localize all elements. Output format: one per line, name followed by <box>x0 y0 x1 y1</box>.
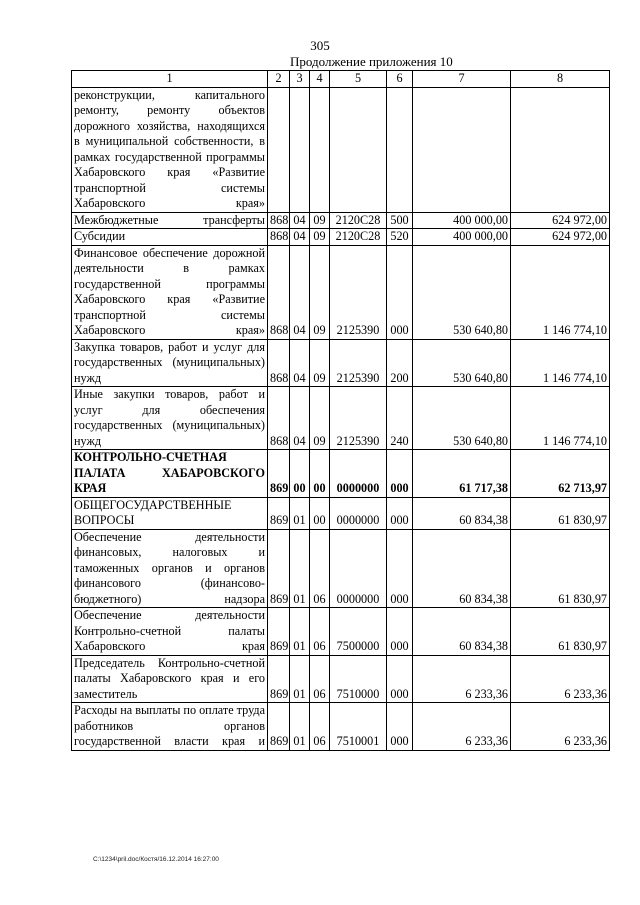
header-cell: 4 <box>310 71 330 88</box>
row-c7-cell: 530 640,80 <box>413 339 511 387</box>
row-c6-cell: 500 <box>387 212 413 229</box>
row-description: Обеспечение деятельности Контрольно-счетной палаты Хабаровского края <box>72 608 268 656</box>
row-c2-cell: 868 <box>268 245 290 339</box>
table-row <box>72 655 610 703</box>
row-c5-cell: 2120С28 <box>330 229 387 246</box>
row-c8-cell: 6 233,36 <box>511 703 610 751</box>
table-row <box>72 212 610 229</box>
row-c4-cell: 09 <box>310 245 330 339</box>
row-c7-cell: 400 000,00 <box>413 229 511 246</box>
row-c2-cell: 868 <box>268 212 290 229</box>
row-c3-cell: 00 <box>290 450 310 498</box>
row-c7-cell: 6 233,36 <box>413 655 511 703</box>
header-cell: 6 <box>387 71 413 88</box>
row-description: Закупка товаров, работ и услуг для государственных (муниципальных) нужд <box>72 339 268 387</box>
row-c5-cell: 7510000 <box>330 655 387 703</box>
row-c2-cell: 869 <box>268 703 290 751</box>
row-description: Межбюджетные трансферты <box>72 212 268 229</box>
row-c4-cell: 06 <box>310 608 330 656</box>
row-c2-cell: 868 <box>268 229 290 246</box>
row-c2-cell <box>268 87 290 212</box>
row-c4-cell: 06 <box>310 703 330 751</box>
row-c3-cell <box>290 87 310 212</box>
row-c3-cell: 04 <box>290 212 310 229</box>
row-c5-cell <box>330 87 387 212</box>
row-c8-cell: 1 146 774,10 <box>511 387 610 450</box>
row-c7-cell <box>413 87 511 212</box>
row-c4-cell: 09 <box>310 339 330 387</box>
budget-table <box>71 70 610 751</box>
row-c5-cell: 2125390 <box>330 387 387 450</box>
row-c2-cell: 868 <box>268 339 290 387</box>
row-c8-cell: 61 830,97 <box>511 608 610 656</box>
row-c3-cell: 04 <box>290 229 310 246</box>
row-c6-cell: 000 <box>387 450 413 498</box>
row-description: Председатель Контрольно-счетной палаты Хабаровского края и его заместитель <box>72 655 268 703</box>
row-description: Иные закупки товаров, работ и услуг для обеспечения государственных (муниципальных) нужд <box>72 387 268 450</box>
row-c4-cell: 00 <box>310 497 330 529</box>
row-c5-cell: 7500000 <box>330 608 387 656</box>
row-c4-cell: 09 <box>310 229 330 246</box>
row-c7-cell: 60 834,38 <box>413 608 511 656</box>
row-c6-cell: 200 <box>387 339 413 387</box>
row-c8-cell: 62 713,97 <box>511 450 610 498</box>
row-c3-cell: 01 <box>290 529 310 608</box>
row-c8-cell: 1 146 774,10 <box>511 339 610 387</box>
row-description: Расходы на выплаты по оплате труда работников органов государственной власти края и <box>72 703 268 751</box>
page-number: 305 <box>310 38 330 53</box>
row-description: ОБЩЕГОСУДАРСТВЕННЫЕ ВОПРОСЫ <box>72 497 268 529</box>
row-c2-cell: 869 <box>268 608 290 656</box>
row-description: Финансовое обеспечение дорожной деятельности в рамках государственной программы Хабаровского края «Развитие транспортной системы Хабаровского края» <box>72 245 268 339</box>
row-c4-cell: 09 <box>310 212 330 229</box>
row-c3-cell: 01 <box>290 655 310 703</box>
table-header-row <box>72 71 610 88</box>
row-c6-cell <box>387 87 413 212</box>
row-c6-cell: 000 <box>387 608 413 656</box>
table-row <box>72 497 610 529</box>
row-c5-cell: 2120С28 <box>330 212 387 229</box>
row-c6-cell: 520 <box>387 229 413 246</box>
table-row <box>72 245 610 339</box>
row-c5-cell: 7510001 <box>330 703 387 751</box>
row-c5-cell: 0000000 <box>330 450 387 498</box>
table-row <box>72 450 610 498</box>
row-c6-cell: 000 <box>387 703 413 751</box>
row-c3-cell: 04 <box>290 387 310 450</box>
row-c3-cell: 04 <box>290 245 310 339</box>
row-c7-cell: 61 717,38 <box>413 450 511 498</box>
row-c8-cell: 61 830,97 <box>511 529 610 608</box>
table-row <box>72 529 610 608</box>
row-c8-cell <box>511 87 610 212</box>
table-row <box>72 229 610 246</box>
row-c6-cell: 000 <box>387 655 413 703</box>
row-c2-cell: 869 <box>268 497 290 529</box>
row-c7-cell: 530 640,80 <box>413 387 511 450</box>
row-c8-cell: 624 972,00 <box>511 212 610 229</box>
header-cell: 1 <box>72 71 268 88</box>
row-c2-cell: 868 <box>268 387 290 450</box>
table-row <box>72 87 610 212</box>
row-c7-cell: 60 834,38 <box>413 497 511 529</box>
row-c5-cell: 2125390 <box>330 245 387 339</box>
row-c4-cell: 00 <box>310 450 330 498</box>
row-c3-cell: 01 <box>290 703 310 751</box>
row-c8-cell: 624 972,00 <box>511 229 610 246</box>
row-c3-cell: 01 <box>290 497 310 529</box>
row-description: Обеспечение деятельности финансовых, налоговых и таможенных органов и органов финансового (финансово-бюджетного) надзора <box>72 529 268 608</box>
row-c7-cell: 60 834,38 <box>413 529 511 608</box>
row-c8-cell: 1 146 774,10 <box>511 245 610 339</box>
row-c6-cell: 000 <box>387 245 413 339</box>
row-c4-cell <box>310 87 330 212</box>
table-row <box>72 387 610 450</box>
row-c3-cell: 01 <box>290 608 310 656</box>
header-cell: 2 <box>268 71 290 88</box>
row-c6-cell: 000 <box>387 497 413 529</box>
table-row <box>72 703 610 751</box>
row-c4-cell: 09 <box>310 387 330 450</box>
row-description: КОНТРОЛЬНО-СЧЕТНАЯ ПАЛАТА ХАБАРОВСКОГО КРАЯ <box>72 450 268 498</box>
row-c5-cell: 0000000 <box>330 529 387 608</box>
header-cell: 8 <box>511 71 610 88</box>
header-cell: 5 <box>330 71 387 88</box>
row-c7-cell: 400 000,00 <box>413 212 511 229</box>
row-c4-cell: 06 <box>310 529 330 608</box>
row-c3-cell: 04 <box>290 339 310 387</box>
row-c4-cell: 06 <box>310 655 330 703</box>
row-c6-cell: 240 <box>387 387 413 450</box>
header-cell: 3 <box>290 71 310 88</box>
row-c6-cell: 000 <box>387 529 413 608</box>
header-cell: 7 <box>413 71 511 88</box>
table-row <box>72 608 610 656</box>
row-c5-cell: 0000000 <box>330 497 387 529</box>
row-c8-cell: 6 233,36 <box>511 655 610 703</box>
row-c7-cell: 530 640,80 <box>413 245 511 339</box>
row-c7-cell: 6 233,36 <box>413 703 511 751</box>
row-c2-cell: 869 <box>268 655 290 703</box>
row-description: реконструкции, капитального ремонту, ремонту объектов дорожного хозяйства, находящихся в муниципальной собственности, в рамках государственной программы Хабаровского края «Развитие транспортной системы Хабаровского края» <box>72 87 268 212</box>
row-c8-cell: 61 830,97 <box>511 497 610 529</box>
row-c5-cell: 2125390 <box>330 339 387 387</box>
row-c2-cell: 869 <box>268 529 290 608</box>
appendix-subtitle: Продолжение приложения 10 <box>290 54 453 69</box>
file-path-footer: C:\1234\pril.doc/Костя/16.12.2014 16:27:00 <box>93 856 219 863</box>
row-c2-cell: 869 <box>268 450 290 498</box>
table-row <box>72 339 610 387</box>
row-description: Субсидии <box>72 229 268 246</box>
